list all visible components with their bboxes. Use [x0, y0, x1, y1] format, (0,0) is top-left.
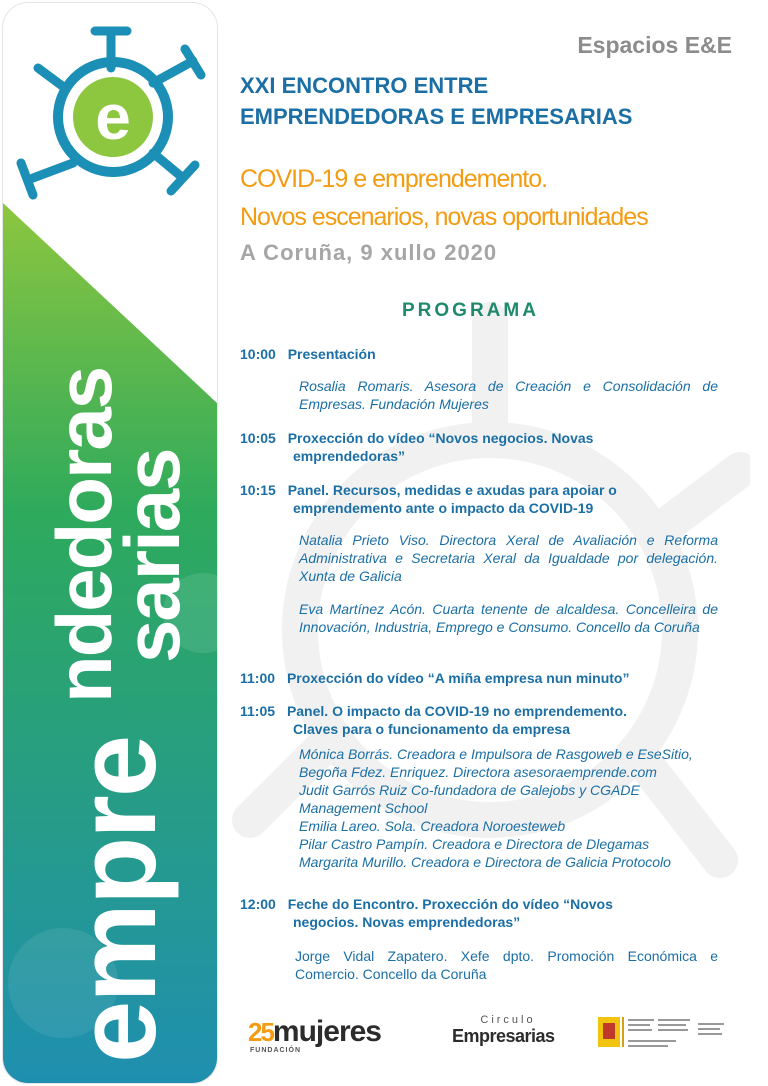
agenda-time: 10:00 — [240, 346, 276, 362]
gobierno-espana-emblem-icon — [598, 1013, 728, 1053]
closing-speaker: Jorge Vidal Zapatero. Xefe dpto. Promoción Económica e Comercio. Concello da Coruña — [295, 948, 718, 982]
sidebar-word-sarias: sarias — [108, 449, 196, 663]
event-date: A Coruña, 9 xullo 2020 — [240, 240, 498, 265]
agenda-item — [240, 702, 718, 738]
agenda-time: 11:00 — [240, 670, 276, 686]
fundacion-mujeres-logo — [248, 1015, 423, 1055]
speaker-text: Natalia Prieto Viso. Directora Xeral de Avaliación e Reforma Administrativa e Secretaria Xeral da Igualdade por delegación. Xunta de Galicia — [299, 532, 718, 584]
agenda-title: Panel. Recursos, medidas e axudas para apoiar o — [287, 482, 617, 498]
sidebar-word-ndedoras: ndedoras — [40, 367, 128, 703]
mujeres-number: 25 — [248, 1017, 273, 1047]
speaker-line: Margarita Murillo. Creadora e Directora de Galicia Protocolo — [299, 854, 671, 870]
agenda-title: Proxección do vídeo “Novos negocios. Novas — [287, 430, 594, 446]
agenda-time: 10:05 — [240, 430, 276, 446]
sidebar-word-empre: empre — [54, 736, 179, 1063]
agenda-time: 10:15 — [240, 482, 276, 498]
agenda-title-cont: negocios. Novas emprendedoras” — [293, 914, 521, 930]
agenda-title: Presentación — [287, 346, 376, 362]
agenda-title: Panel. O impacto da COVID-19 no emprendemento. — [286, 703, 627, 719]
agenda-item — [240, 481, 718, 517]
mujeres-word: mujeres — [272, 1015, 381, 1048]
circulo-empresarias-logo — [452, 1014, 564, 1054]
e-logo-icon — [3, 13, 217, 203]
agenda-time: 12:00 — [240, 896, 276, 912]
event-title — [240, 70, 632, 132]
agenda-title: Proxección do vídeo “A miña empresa nun minuto” — [286, 670, 630, 686]
agenda-item — [240, 895, 718, 931]
agenda-item — [240, 429, 718, 465]
speaker-text: Rosalia Romaris. Asesora de Creación e Consolidación de Empresas. Fundación Mujeres — [299, 378, 718, 412]
speaker-line: Judit Garrós Ruiz Co-fundadora de Galejobs y CGADE Management School — [299, 782, 640, 816]
header-tag: Espacios E&E — [577, 32, 732, 58]
mujeres-sub: FUNDACIÓN — [250, 1047, 301, 1054]
agenda-title-cont: emprendemento ante o impacto da COVID-19 — [293, 500, 594, 516]
agenda-title-cont: Claves para o funcionamento da empresa — [293, 721, 570, 737]
agenda-item — [240, 669, 718, 687]
speaker-line: Emilia Lareo. Sola. Creadora Noroesteweb — [299, 818, 566, 834]
speaker-line: Begoña Fdez. Enriquez. Directora asesoraemprende.com — [299, 764, 657, 780]
agenda-time: 11:05 — [240, 703, 276, 719]
agenda-item — [240, 345, 718, 363]
circulo-bottom: Empresarias — [452, 1026, 555, 1046]
agenda-title-cont: emprendedoras” — [293, 448, 406, 464]
event-title-line2: EMPRENDEDORAS E EMPRESARIAS — [240, 104, 633, 129]
subtitle-line2: Novos escenarios, novas oportunidades — [240, 203, 648, 231]
speaker-line: Pilar Castro Pampín. Creadora e Directora de Dlegamas — [299, 836, 650, 852]
programa-heading: PROGRAMA — [402, 300, 539, 321]
agenda-title: Feche do Encontro. Proxección do vídeo “Novos — [287, 896, 613, 912]
svg-text:e: e — [95, 81, 131, 153]
event-subtitle — [240, 160, 648, 236]
circulo-top: Circulo — [480, 1014, 536, 1026]
speaker-list — [299, 745, 718, 871]
speaker-text: Eva Martínez Acón. Cuarta tenente de alcaldesa. Concelleira de Innovación, Industria, Emprego e Consumo. Concello da Coruña — [299, 601, 718, 635]
subtitle-line1: COVID-19 e emprendemento. — [240, 165, 548, 193]
sidebar-banner — [2, 2, 218, 1084]
event-title-line1: XXI ENCONTRO ENTRE — [240, 73, 489, 98]
speaker-line: Mónica Borrás. Creadora e Impulsora de Rasgoweb e EseSitio, — [299, 746, 693, 762]
